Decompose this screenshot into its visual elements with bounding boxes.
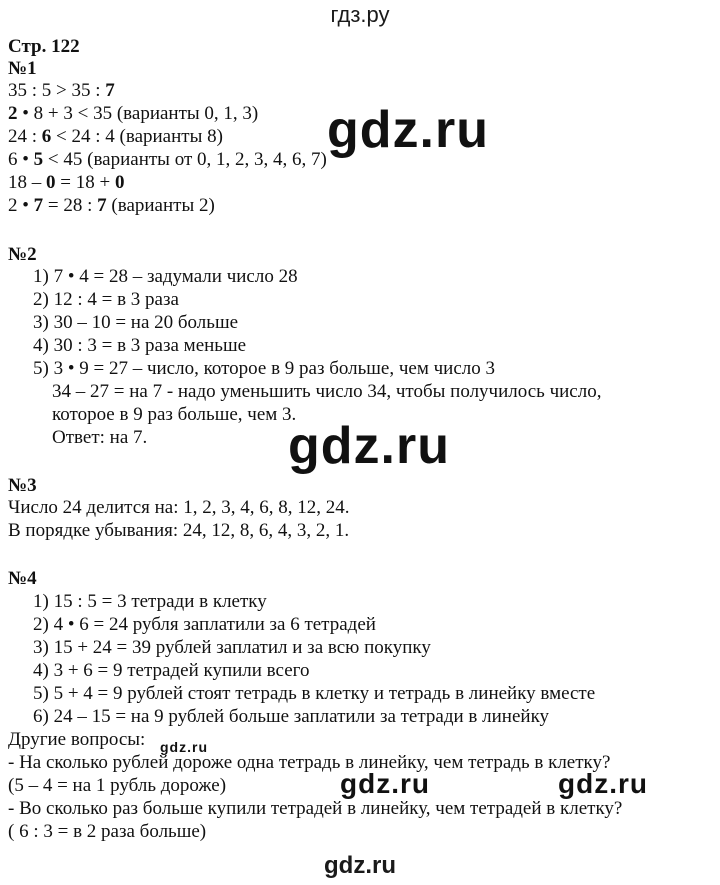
other-answer: ( 6 : 3 = в 2 раза больше) bbox=[8, 821, 207, 842]
watermark: gdz.ru bbox=[327, 101, 489, 159]
task1-line: 18 – 0 = 18 + 0 bbox=[8, 172, 125, 193]
task3-line: Число 24 делится на: 1, 2, 3, 4, 6, 8, 12, 24. bbox=[8, 497, 350, 518]
task4-line: 6) 24 – 15 = на 9 рублей больше заплатили за тетради в линейку bbox=[33, 706, 550, 727]
task2-line: 5) 3 • 9 = 27 – число, которое в 9 раз больше, чем число 3 bbox=[33, 358, 496, 379]
task1-line: 2 • 8 + 3 < 35 (варианты 0, 1, 3) bbox=[8, 103, 259, 124]
task3-line: В порядке убывания: 24, 12, 8, 6, 4, 3, 2, 1. bbox=[8, 520, 350, 541]
task2-line: которое в 9 раз больше, чем 3. bbox=[52, 404, 297, 425]
task4-title: №4 bbox=[8, 568, 37, 589]
task1-title: №1 bbox=[8, 58, 37, 79]
task2-line: 2) 12 : 4 = в 3 раза bbox=[33, 289, 179, 310]
task4-line: 4) 3 + 6 = 9 тетрадей купили всего bbox=[33, 660, 310, 681]
task1-line: 2 • 7 = 28 : 7 (варианты 2) bbox=[8, 195, 215, 216]
task4-line: 3) 15 + 24 = 39 рублей заплатил и за всю покупку bbox=[33, 637, 431, 658]
watermark: gdz.ru bbox=[558, 768, 648, 799]
watermark: gdz.ru bbox=[160, 739, 208, 755]
task4-line: 1) 15 : 5 = 3 тетради в клетку bbox=[33, 591, 267, 612]
page-ref: Стр. 122 bbox=[8, 36, 80, 57]
task4-line: 5) 5 + 4 = 9 рублей стоят тетрадь в клетку и тетрадь в линейку вместе bbox=[33, 683, 596, 704]
task1-line: 6 • 5 < 45 (варианты от 0, 1, 2, 3, 4, 6, 7) bbox=[8, 149, 327, 170]
task1-line: 35 : 5 > 35 : 7 bbox=[8, 80, 115, 101]
task2-title: №2 bbox=[8, 244, 37, 265]
task3-title: №3 bbox=[8, 475, 37, 496]
task1-line: 24 : 6 < 24 : 4 (варианты 8) bbox=[8, 126, 223, 147]
task2-line: 1) 7 • 4 = 28 – задумали число 28 bbox=[33, 266, 298, 287]
watermark: gdz.ru bbox=[288, 417, 450, 475]
other-questions-title: Другие вопросы: bbox=[8, 729, 146, 750]
task4-line: 2) 4 • 6 = 24 рубля заплатили за 6 тетрадей bbox=[33, 614, 376, 635]
task2-line: 3) 30 – 10 = на 20 больше bbox=[33, 312, 239, 333]
task2-answer: Ответ: на 7. bbox=[52, 427, 148, 448]
task2-line: 34 – 27 = на 7 - надо уменьшить число 34, чтобы получилось число, bbox=[52, 381, 602, 402]
watermark: gdz.ru bbox=[340, 768, 430, 799]
other-question: - Во сколько раз больше купили тетрадей в линейку, чем тетрадей в клетку? bbox=[8, 798, 623, 819]
site-footer: gdz.ru bbox=[324, 852, 396, 879]
task2-line: 4) 30 : 3 = в 3 раза меньше bbox=[33, 335, 247, 356]
other-question: - На сколько рублей дороже одна тетрадь в линейку, чем тетрадь в клетку? bbox=[8, 752, 611, 773]
other-answer: (5 – 4 = на 1 рубль дороже) bbox=[8, 775, 227, 796]
site-header: гдз.ру bbox=[330, 2, 390, 27]
